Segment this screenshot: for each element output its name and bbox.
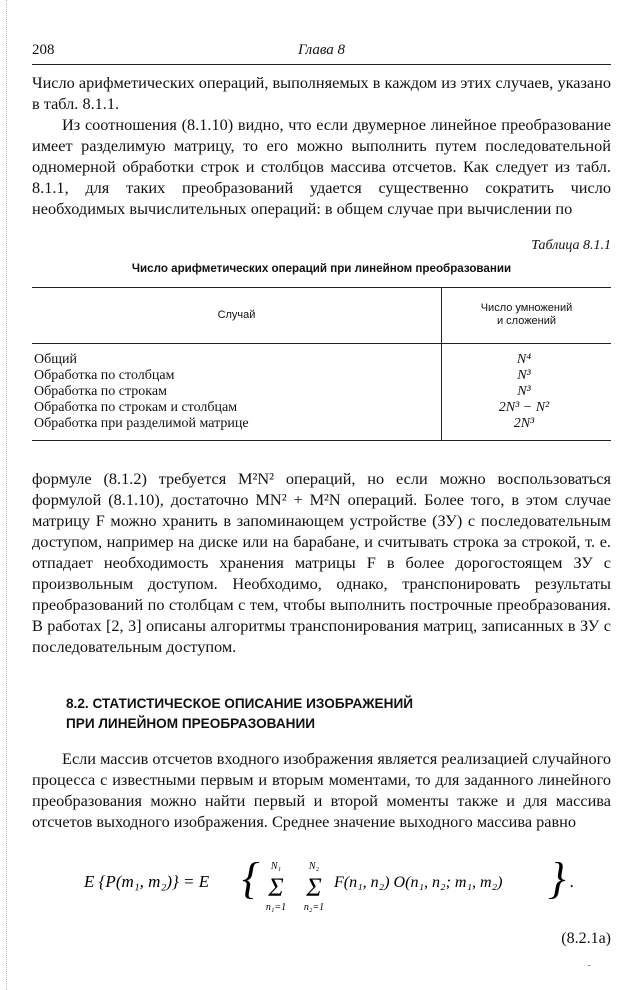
sum1-upper-limit: N₁ [270, 861, 282, 872]
running-header [32, 42, 611, 62]
text-block-top [32, 72, 611, 219]
table-caption: Таблица 8.1.1 [531, 238, 611, 253]
row-case: Обработка по столбцам [34, 368, 175, 383]
sum2-upper-limit: N₂ [308, 861, 320, 872]
row-case: Обработка по строкам [34, 384, 167, 399]
table-body [34, 352, 604, 432]
row-ops: 2N³ [513, 416, 535, 431]
text-block-bottom [32, 748, 611, 832]
table-title: Число арифметических операций при линейном преобразовании [131, 262, 512, 275]
column-header-ops [442, 302, 611, 328]
table-row [34, 416, 604, 432]
sum2-lower-limit: n₂=1 [303, 902, 325, 913]
sum2-sigma: Σ [306, 873, 322, 902]
scan-edge [6, 0, 8, 990]
equation-8-2-1a [60, 852, 580, 922]
table-row [34, 368, 604, 384]
table-row [34, 352, 604, 368]
row-ops: N³ [517, 384, 531, 399]
column-header-case: Случай [217, 309, 256, 321]
table-row [34, 384, 604, 400]
equation-body: F(n₁, n₂) O(n₁, n₂; m₁, m₂) [334, 874, 503, 891]
right-brace: } [548, 854, 566, 903]
corner-mark: - [587, 960, 591, 971]
section-heading-line1: 8.2. СТАТИСТИЧЕСКОЕ ОПИСАНИЕ ИЗОБРАЖЕНИЙ [66, 696, 413, 711]
sum1-sigma: Σ [268, 873, 284, 902]
text-block-middle [32, 468, 611, 657]
paragraph: Число арифметических операций, выполняемых в каждом из этих случаев, указано в табл. 8.1.1. [32, 73, 611, 113]
left-brace: { [242, 854, 260, 903]
table-top-rule [32, 287, 611, 288]
section-heading [66, 694, 413, 734]
row-ops: 2N³ − N² [498, 400, 550, 415]
table-header-rule [32, 343, 611, 344]
table-bottom-rule [32, 440, 611, 441]
sum1-lower-limit: n₁=1 [265, 902, 287, 913]
header-rule [32, 64, 611, 65]
column-header-ops-line2: и сложений [496, 315, 557, 327]
page-number: 208 [32, 42, 55, 58]
running-title: Глава 8 [297, 42, 346, 58]
equation-period: . [570, 872, 575, 891]
equation-number: (8.2.1a) [561, 930, 611, 947]
row-case: Общий [34, 352, 77, 367]
equation-lhs: E {P(m₁, m₂)} = E [84, 872, 210, 891]
row-case: Обработка при разделимой матрице [34, 416, 249, 431]
row-case: Обработка по строкам и столбцам [34, 400, 238, 415]
row-ops: N⁴ [516, 352, 532, 367]
paragraph: Если массив отсчетов входного изображения является реализацией случайного процесса с известными первым и вторым моментами, то для заданного линейного преобразования можно найти первый и второй моменты также и для массива отсчетов выходного изображения. Среднее значение выходного массива равно [32, 749, 612, 831]
table-row [34, 400, 604, 416]
section-heading-line2: ПРИ ЛИНЕЙНОМ ПРЕОБРАЗОВАНИИ [66, 716, 316, 731]
paragraph: Из соотношения (8.1.10) видно, что если двумерное линейное преобразование имеет разделимую матрицу, то его можно выполнить путем последовательной одномерной обработки строк и столбцов массива отсчетов. Как следует из табл. 8.1.1, для таких преобразований удается существенно сократить число необходимых вычислительных операций: в общем случае при вычислении по [32, 115, 611, 218]
paragraph: формуле (8.1.2) требуется M²N² операций, но если можно воспользоваться формулой (8.1.10), достаточно MN² + M²N операций. Более того, в этом случае матрицу F можно хранить в запоминающем устройстве (ЗУ) с последовательным доступом, например на диске или на барабане, и считывать строка за строкой, т. е. отпадает необходимость хранения матрицы F в более дорогостоящем ЗУ с произвольным доступом. Необходимо, однако, транспонировать результаты преобразований по столбцам с тем, чтобы выполнить построчные преобразования. В работах [2, 3] описаны алгоритмы транспонирования матриц, записанных в ЗУ с последовательным доступом. [32, 469, 611, 656]
row-ops: N³ [517, 368, 531, 383]
column-header-ops-line1: Число умножений [480, 302, 573, 314]
